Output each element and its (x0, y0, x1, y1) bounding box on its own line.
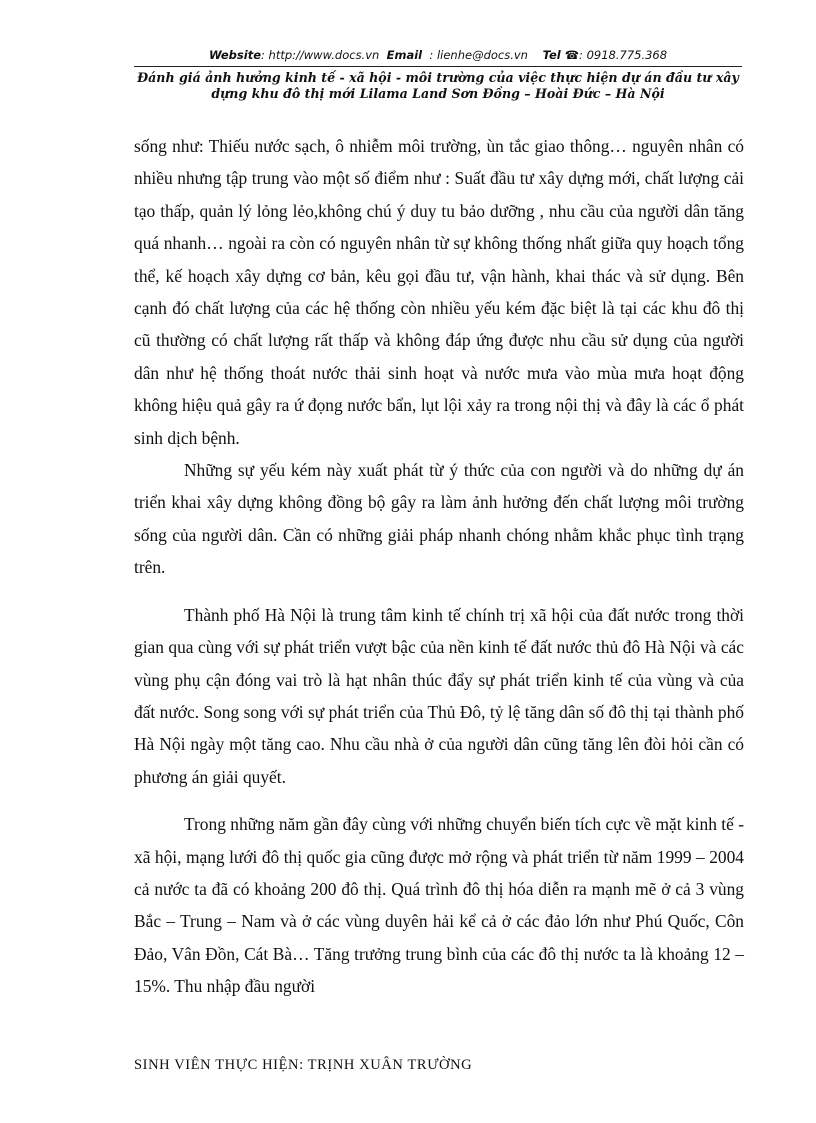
body-paragraph-1: sống như: Thiếu nước sạch, ô nhiễm môi trường, ùn tắc giao thông… nguyên nhân có nhiều nhưng tập trung vào một số điểm như : Suất đầu tư xây dựng mới, chất lượng cải tạo thấp, quản lý lỏng lẻo,không chú ý duy tu bảo dưỡng , nhu cầu của người dân tăng quá nhanh… ngoài ra còn có nguyên nhân từ sự không thống nhất giữa quy hoạch tổng thể, kế hoạch xây dựng cơ bản, kêu gọi đầu tư, vận hành, khai thác và sử dụng. Bên cạnh đó chất lượng của các hệ thống còn nhiều yếu kém đặc biệt là tại các khu đô thị cũ thường có chất lượng rất thấp và không đáp ứng được nhu cầu sử dụng của người dân như hệ thống thoát nước thải sinh hoạt và nước mưa vào mùa mưa hoạt động không hiệu quả gây ra ứ đọng nước bẩn, lụt lội xảy ra trong nội thị và đây là các ổ phát sinh dịch bệnh. (134, 136, 744, 448)
document-body (134, 130, 744, 1003)
body-paragraph-4: Trong những năm gần đây cùng với những chuyển biến tích cực về mặt kinh tế - xã hội, mạng lưới đô thị quốc gia cũng được mở rộng và phát triển từ năm 1999 – 2004 cả nước ta đã có khoảng 200 đô thị. Quá trình đô thị hóa diễn ra mạnh mẽ ở cả 3 vùng Bắc – Trung – Nam và ở các vùng duyên hải kể cả ở các đảo lớn như Phú Quốc, Côn Đảo, Vân Đồn, Cát Bà… Tăng trưởng trung bình của các đô thị nước ta là khoảng 12 – 15%. Thu nhập đầu người (134, 814, 744, 997)
page-header (134, 46, 742, 102)
document-title (134, 70, 742, 102)
header-divider (134, 66, 742, 67)
document-title-line-1: Đánh giá ảnh hưởng kinh tế - xã hội - môi trường của việc thực hiện dự án đầu tư xây (137, 70, 739, 85)
website-label: Website (208, 48, 262, 62)
body-paragraph-3: Thành phố Hà Nội là trung tâm kinh tế chính trị xã hội của đất nước trong thời gian qua cùng với sự phát triển vượt bậc của nền kinh tế đất nước thủ đô Hà Nội và các vùng phụ cận đóng vai trò là hạt nhân thúc đẩy sự phát triển kinh tế của vùng và của đất nước. Song song với sự phát triển của Thủ Đô, tỷ lệ tăng dân số đô thị tại thành phố Hà Nội ngày một tăng cao. Nhu cầu nhà ở của người dân cũng tăng lên đòi hỏi cần có phương án giải quyết. (134, 604, 744, 787)
page-footer: SINH VIÊN THỰC HIỆN: TRỊNH XUÂN TRƯỜNG (134, 1057, 473, 1073)
header-contact-line (134, 46, 742, 64)
website-value: : http://www.docs.vn (261, 48, 380, 62)
email-value: : lienhe@docs.vn (429, 48, 528, 62)
body-paragraph-2: Những sự yếu kém này xuất phát từ ý thức của con người và do những dự án triển khai xây dựng không đồng bộ gây ra làm ảnh hưởng đến chất lượng môi trường sống của người dân. Cần có những giải pháp nhanh chóng nhằm khắc phục tình trạng trên. (134, 460, 744, 578)
email-label: Email (386, 48, 423, 62)
document-title-line-2: dựng khu đô thị mới Lilama Land Sơn Đồng – Hoài Đức – Hà Nội (211, 86, 665, 101)
tel-label: Tel ☎ (542, 48, 580, 62)
tel-value: : 0918.775.368 (579, 48, 668, 62)
